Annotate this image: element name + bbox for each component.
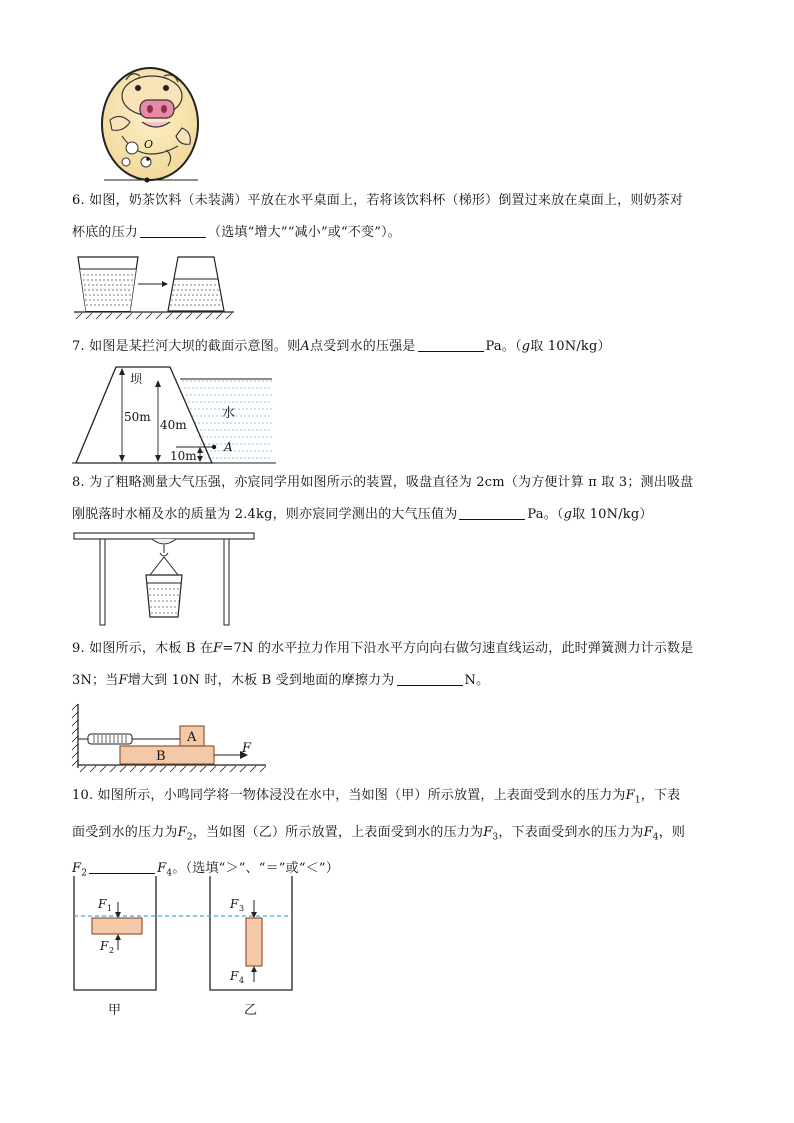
f4-arrow-icon: [251, 966, 257, 972]
force-f-label: F: [242, 741, 252, 756]
question-7: [72, 331, 722, 363]
f4-label: F: [230, 969, 239, 983]
height-50m-label: 50m: [124, 410, 151, 424]
q9-var-f2: F: [118, 673, 128, 688]
q9-text-b: =7N 的水平拉力作用下沿水平方向向右做匀速直线运动，此时弹簧测力计示数是: [222, 641, 694, 656]
q6-text-a: 杯底的压力: [72, 225, 139, 240]
q10-line2: [72, 817, 722, 854]
point-a: [212, 445, 216, 449]
q10-text-f: ，则: [658, 824, 686, 840]
spring-scale-board-figure: [70, 700, 270, 774]
f2-sub: 2: [109, 946, 115, 955]
q10-text-g: 。（选填“＞”、“＝”或“＜”）: [172, 861, 339, 877]
board-b-label: B: [156, 749, 166, 764]
milk-tea-cup-figure: [72, 253, 236, 323]
water-label: 水: [222, 406, 236, 421]
q7-text-b: 点受到水的压强是: [309, 339, 416, 354]
q7-text-c: Pa。（: [485, 339, 522, 354]
q9-text-c: 3N；当: [72, 673, 119, 688]
q9-text-d: 增大到 10N 时，木板 B 受到地面的摩擦力为: [127, 673, 395, 688]
suction-cup: [152, 539, 176, 544]
q8-text-b: Pa。（: [527, 507, 564, 522]
q10-text-d: ，当如图（乙）所示放置，上表面受到水的压力为: [192, 824, 484, 840]
arrow-icon: [162, 281, 168, 287]
q7-line1: [72, 331, 722, 363]
f1-sub: 1: [107, 904, 113, 913]
object-horizontal: [92, 918, 142, 934]
f1-label: F: [98, 897, 107, 911]
q7-text-a: 7. 如图是某拦河大坝的截面示意图。则: [72, 339, 301, 354]
q8-var-g: g: [563, 507, 573, 522]
caption-yi: 乙: [244, 1003, 258, 1018]
q10-sub3: 3: [492, 832, 499, 843]
point-a-label: A: [224, 440, 233, 454]
q9-answer-blank[interactable]: [397, 671, 463, 686]
tumbler-egg-figure: [96, 66, 206, 188]
q6-line2: [72, 217, 722, 249]
q10-line3-sub2: 2: [81, 868, 88, 879]
q10-f4: F: [643, 824, 653, 840]
q10-line3-f4: F: [157, 861, 167, 877]
q10-f3: F: [483, 824, 493, 840]
q10-sub1: 1: [634, 795, 641, 806]
pivot-point: [146, 157, 150, 161]
block-a-label: A: [187, 730, 197, 745]
q10-line3-sub4: 4: [166, 868, 173, 879]
q10-line3-f2: F: [72, 861, 82, 877]
f3-arrow-icon: [251, 912, 257, 918]
q6-answer-blank[interactable]: [140, 223, 206, 238]
q8-line1: 8. 为了粗略测量大气压强，亦宸同学用如图所示的装置，吸盘直径为 2cm（为方便计算 π 取 3；测出吸盘: [72, 475, 694, 490]
q7-var-g: g: [521, 339, 531, 354]
q10-f1: F: [625, 788, 635, 803]
submerged-object-figure: [70, 872, 298, 1022]
object-vertical: [246, 918, 262, 966]
suction-cup-figure: [72, 531, 256, 627]
q10-line1: [72, 780, 722, 817]
dam-label: 坝: [130, 372, 143, 386]
q10-text-c: 面受到水的压力为: [72, 824, 178, 840]
board-b: [120, 746, 214, 764]
q9-line2: [72, 665, 722, 697]
q9-line1: [72, 633, 722, 665]
q8-answer-blank[interactable]: [459, 505, 525, 520]
pivot-o-label: O: [144, 138, 154, 151]
q9-text-a: 9. 如图所示，木板 B 在: [72, 641, 214, 656]
q6-line1: 6. 如图，奶茶饮料（未装满）平放在水平桌面上，若将该饮料杯（梯形）倒置过来放在桌面上，则奶茶对: [72, 193, 684, 208]
tabletop: [74, 533, 254, 539]
f3-sub: 3: [239, 904, 245, 913]
height-10m-label: 10m: [170, 449, 197, 463]
q9-var-f: F: [213, 641, 223, 656]
f2-label: F: [100, 939, 109, 953]
question-6: [72, 185, 722, 249]
q8-text-c: 取 10N/kg）: [572, 507, 653, 522]
q8-text-a: 刚脱落时水桶及水的质量为 2.4kg，则亦宸同学测出的大气压值为: [72, 507, 458, 522]
q9-text-e: N。: [464, 673, 490, 688]
q10-f2: F: [177, 824, 187, 840]
f1-arrow-icon: [115, 912, 121, 918]
bucket: [146, 575, 182, 617]
height-40m-label: 40m: [160, 418, 187, 432]
q7-var-a: A: [300, 339, 310, 354]
q10-sub4: 4: [652, 832, 659, 843]
table-leg-right: [224, 539, 229, 625]
q7-answer-blank[interactable]: [418, 337, 484, 352]
question-9: [72, 633, 722, 697]
f4-sub: 4: [239, 976, 245, 985]
f2-arrow-icon: [115, 934, 121, 940]
q10-text-a: 10. 如图所示，小鸣同学将一物体浸没在水中，当如图（甲）所示放置，上表面受到水的压力为: [72, 788, 626, 803]
q7-text-d: 取 10N/kg）: [530, 339, 611, 354]
table-leg-left: [100, 539, 105, 625]
cup-inverted: [168, 257, 224, 311]
caption-jia: 甲: [108, 1003, 122, 1018]
question-8: [72, 467, 722, 531]
f3-label: F: [230, 897, 239, 911]
q10-text-b: ，下表: [640, 788, 681, 803]
dam-cross-section-figure: [72, 363, 276, 468]
q10-text-e: ，下表面受到水的压力为: [498, 824, 644, 840]
q6-text-b: （选填“增大”“减小”或“不变”）。: [208, 225, 401, 240]
q8-line2: [72, 499, 722, 531]
q10-sub2: 2: [186, 832, 193, 843]
